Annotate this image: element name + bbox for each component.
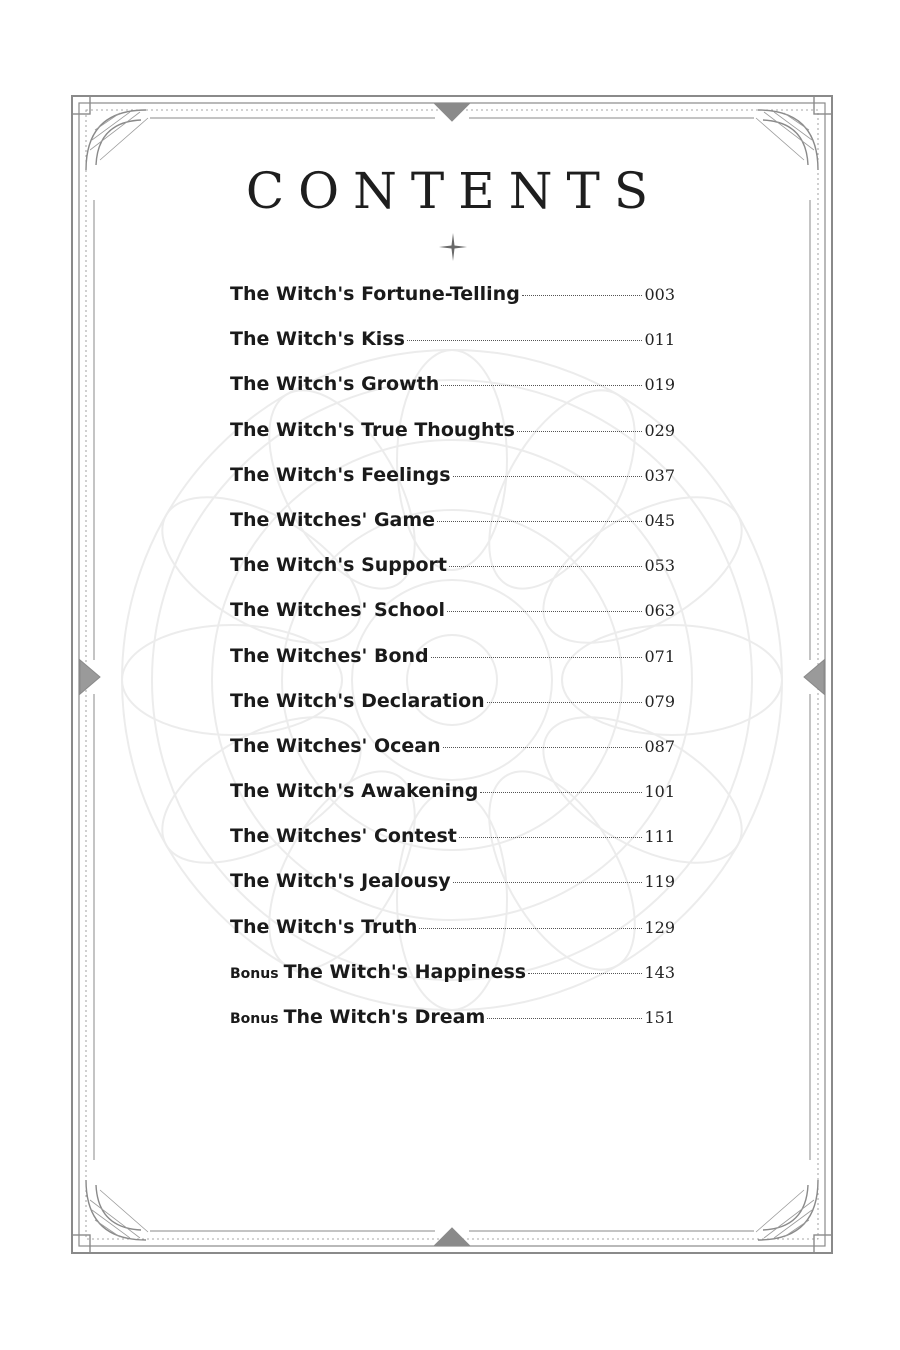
- toc-entry-page: 129: [644, 917, 675, 937]
- dot-leader: [487, 1018, 642, 1019]
- dot-leader: [517, 431, 643, 432]
- toc-entry[interactable]: [230, 825, 675, 870]
- toc-entry-page: 019: [644, 375, 675, 395]
- dot-leader: [459, 837, 643, 838]
- dot-leader: [453, 476, 643, 477]
- toc-entry-prefix: Bonus: [230, 965, 279, 982]
- dot-leader: [431, 657, 643, 658]
- dot-leader: [449, 566, 642, 567]
- toc-entry-prefix: Bonus: [230, 1011, 279, 1027]
- toc-entry[interactable]: [230, 419, 675, 464]
- toc-entry-page: 045: [644, 510, 675, 530]
- toc-entry-page: 063: [644, 601, 675, 621]
- toc-entry-title: The Witch's Growth: [230, 373, 440, 396]
- toc-entry-page: 079: [644, 691, 675, 711]
- dot-leader: [443, 747, 643, 748]
- toc-entry-title: The Witch's Dream: [283, 1006, 486, 1028]
- toc-entry-title: The Witch's Support: [230, 554, 447, 577]
- toc-entry-page: 071: [644, 646, 675, 666]
- toc-entry[interactable]: [230, 916, 675, 961]
- toc-entry-page: 029: [644, 420, 675, 440]
- dot-leader: [419, 928, 642, 929]
- toc-entry-title: The Witches' Bond: [230, 644, 429, 667]
- toc-entry[interactable]: [230, 1006, 675, 1051]
- toc-entry[interactable]: [230, 373, 675, 418]
- toc-entry[interactable]: [230, 645, 675, 690]
- toc-entry-title: The Witch's Truth: [230, 915, 418, 938]
- toc-entry-page: 087: [644, 736, 675, 756]
- toc-entry-title: The Witches' School: [230, 599, 446, 622]
- toc-entry[interactable]: [230, 328, 675, 373]
- toc-entry-page: 037: [644, 465, 675, 485]
- dot-leader: [487, 702, 643, 703]
- toc-entry[interactable]: [230, 870, 675, 915]
- toc-entry[interactable]: [230, 735, 675, 780]
- toc-entry-title: The Witch's Awakening: [230, 780, 479, 803]
- four-point-star-icon: [438, 232, 468, 262]
- dot-leader: [447, 611, 642, 612]
- toc-entry[interactable]: [230, 780, 675, 825]
- dot-leader: [528, 973, 642, 974]
- toc-entry-title: The Witch's Feelings: [230, 463, 451, 486]
- toc-entry-title: The Witch's True Thoughts: [230, 418, 515, 441]
- toc-entry-page: 111: [644, 827, 675, 847]
- dot-leader: [522, 295, 643, 296]
- toc-entry[interactable]: [230, 961, 675, 1006]
- toc-entry[interactable]: [230, 690, 675, 735]
- page-title: CONTENTS: [245, 162, 663, 220]
- toc-entry[interactable]: [230, 554, 675, 599]
- toc-entry-title: The Witch's Jealousy: [230, 870, 451, 893]
- toc-entry[interactable]: [230, 283, 675, 328]
- dot-leader: [441, 385, 642, 386]
- table-of-contents: [230, 283, 675, 1051]
- toc-entry-title: The Witch's Happiness: [283, 960, 527, 983]
- toc-entry-title: The Witches' Ocean: [230, 734, 441, 757]
- toc-entry-page: 053: [644, 556, 675, 576]
- dot-leader: [480, 792, 642, 793]
- dot-leader: [453, 882, 643, 883]
- toc-entry-title: The Witches' Contest: [230, 825, 457, 848]
- toc-entry[interactable]: [230, 599, 675, 644]
- toc-entry-page: 003: [644, 285, 675, 304]
- toc-entry-page: 011: [644, 330, 675, 350]
- toc-entry[interactable]: [230, 464, 675, 509]
- toc-entry-title: The Witch's Fortune-Telling: [230, 283, 520, 305]
- toc-entry[interactable]: [230, 509, 675, 554]
- toc-entry-page: 151: [644, 1008, 675, 1027]
- toc-entry-title: The Witch's Declaration: [230, 689, 485, 712]
- toc-entry-title: The Witch's Kiss: [230, 328, 405, 351]
- toc-entry-page: 101: [644, 782, 675, 802]
- toc-entry-page: 143: [644, 962, 675, 982]
- toc-entry-title: The Witches' Game: [230, 508, 436, 531]
- dot-leader: [437, 521, 642, 522]
- toc-entry-page: 119: [644, 872, 675, 892]
- dot-leader: [407, 340, 643, 341]
